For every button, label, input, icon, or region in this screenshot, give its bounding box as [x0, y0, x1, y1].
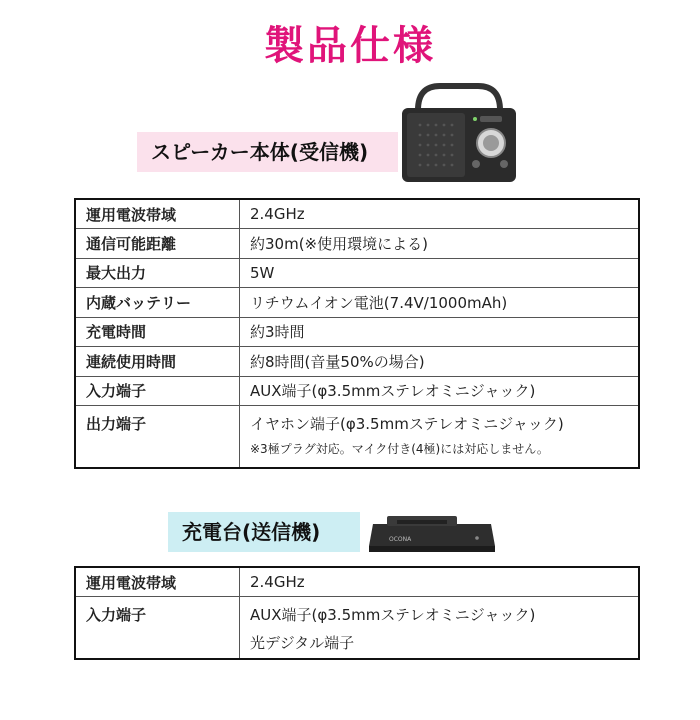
table-row	[75, 258, 639, 288]
spec-key: 連続使用時間	[75, 347, 240, 377]
spec-value-text: イヤホン端子(φ3.5mmステレオミニジャック)	[250, 415, 564, 433]
page-title: 製品仕様	[264, 23, 436, 69]
spec-value: AUX端子(φ3.5mmステレオミニジャック)	[240, 376, 640, 406]
spec-key: 通信可能距離	[75, 229, 240, 259]
spec-note: ※3極プラグ対応。マイク付き(4極)には対応しません。	[250, 442, 549, 456]
spec-value: 5W	[240, 258, 640, 288]
charger-section-label: 充電台(送信機)	[168, 512, 360, 552]
speaker-spec-table	[74, 198, 640, 469]
spec-value: 2.4GHz	[240, 199, 640, 229]
table-row	[75, 376, 639, 406]
spec-value	[240, 597, 640, 659]
spec-value-text: 光デジタル端子	[250, 634, 355, 652]
table-row	[75, 317, 639, 347]
spec-value: 約30m(※使用環境による)	[240, 229, 640, 259]
spec-key: 入力端子	[75, 376, 240, 406]
spec-key: 出力端子	[75, 406, 240, 468]
speaker-section-label: スピーカー本体(受信機)	[137, 132, 398, 172]
spec-key: 内蔵バッテリー	[75, 288, 240, 318]
spec-value: 約8時間(音量50%の場合)	[240, 347, 640, 377]
table-row	[75, 406, 639, 468]
spec-value: 2.4GHz	[240, 567, 640, 597]
spec-key: 運用電波帯域	[75, 199, 240, 229]
table-row	[75, 567, 639, 597]
table-row	[75, 347, 639, 377]
table-row	[75, 597, 639, 659]
speaker-product-image	[400, 80, 518, 185]
charger-spec-table	[74, 566, 640, 660]
charger-brand-logo: OCONA	[389, 536, 412, 543]
spec-value	[240, 406, 640, 468]
spec-key: 充電時間	[75, 317, 240, 347]
spec-value: リチウムイオン電池(7.4V/1000mAh)	[240, 288, 640, 318]
spec-key: 最大出力	[75, 258, 240, 288]
spec-key: 入力端子	[75, 597, 240, 659]
spec-key: 運用電波帯域	[75, 567, 240, 597]
charger-product-image	[367, 510, 497, 556]
spec-value: 約3時間	[240, 317, 640, 347]
table-row	[75, 199, 639, 229]
spec-value-text: AUX端子(φ3.5mmステレオミニジャック)	[250, 606, 536, 624]
table-row	[75, 288, 639, 318]
table-row	[75, 229, 639, 259]
